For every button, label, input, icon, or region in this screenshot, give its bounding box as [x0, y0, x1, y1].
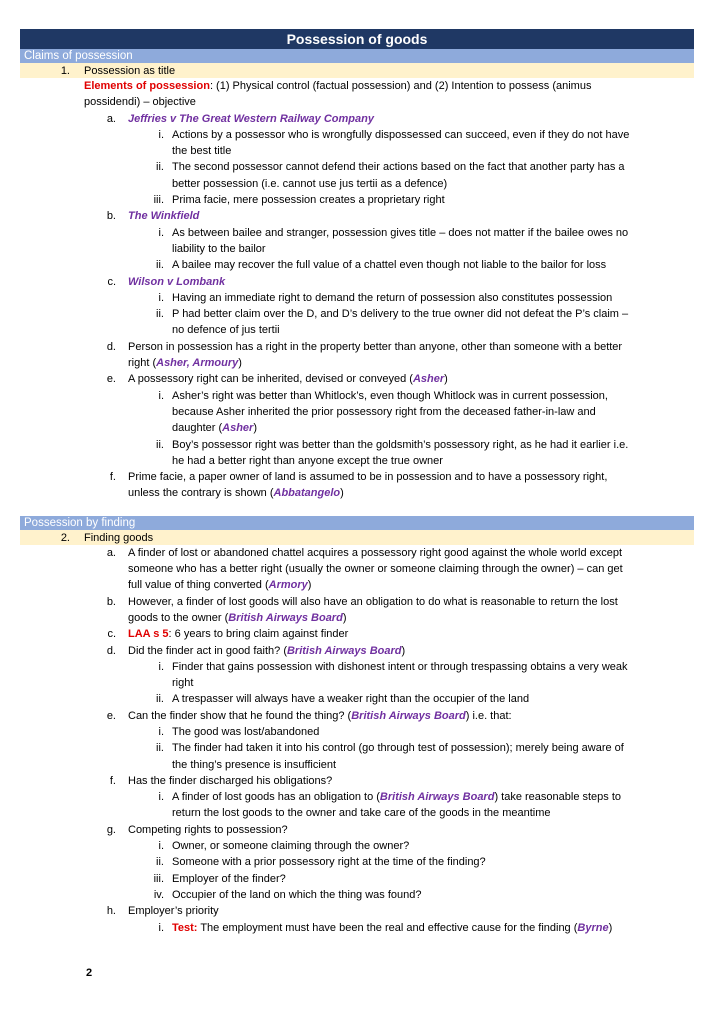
- text-run: better possession (i.e. cannot use jus tertii as a defence): [172, 177, 448, 190]
- text-run: Prima facie, mere possession creates a proprietary right: [172, 194, 445, 207]
- text-run: A bailee may recover the full value of a chattel even though not liable to the bailor for loss: [172, 259, 607, 272]
- case-name: Asher: [222, 422, 254, 435]
- text-run: goods to the owner (: [128, 611, 229, 624]
- list-item-continuation: [20, 94, 694, 110]
- text-run: Competing rights to possession?: [128, 823, 288, 836]
- text-run: someone who has a better right (usually the owner or someone claiming through the owner) – can get: [128, 563, 623, 576]
- text-run: However, a finder of lost goods will also have an obligation to do what is reasonable to return the lost: [128, 595, 618, 608]
- document-page: [20, 29, 694, 936]
- text-run: ): [608, 921, 613, 934]
- list-item: [20, 691, 694, 707]
- text-run: The finder had taken it into his control (go through test of possession); merely being aware of: [172, 742, 624, 755]
- list-item: [20, 740, 694, 756]
- list-number: g.: [106, 823, 116, 836]
- list-item-continuation: [20, 420, 694, 436]
- list-item: [20, 594, 694, 610]
- list-number: iv.: [153, 888, 164, 901]
- list-item-continuation: [20, 404, 694, 420]
- case-name: Asher: [412, 373, 445, 386]
- list-item-continuation: [20, 355, 694, 371]
- text-run: Boy’s possessor right was better than the goldsmith’s possessory right, as he had it earlier i.e.: [172, 438, 629, 451]
- list-item-continuation: [20, 485, 694, 501]
- list-item: [20, 225, 694, 241]
- text-run: Occupier of the land on which the thing was found?: [172, 888, 422, 901]
- case-name: Jeffries v The Great Western Railway Company: [128, 112, 374, 125]
- list-item: [20, 306, 694, 322]
- list-item: [20, 903, 694, 919]
- text-run: liability to the bailor: [172, 242, 266, 255]
- list-item: [20, 920, 694, 936]
- list-number: i.: [158, 660, 164, 673]
- list-number: i.: [158, 840, 164, 853]
- list-item: [20, 371, 694, 387]
- list-number: b.: [106, 595, 116, 608]
- outline-heading-text: Finding goods: [84, 531, 154, 544]
- document-content: [20, 49, 694, 936]
- list-item: [20, 724, 694, 740]
- list-item-continuation: [20, 143, 694, 159]
- text-run: unless the contrary is shown (: [128, 487, 274, 500]
- list-number: i.: [158, 226, 164, 239]
- list-number: i.: [158, 389, 164, 402]
- list-number: iii.: [153, 194, 164, 207]
- text-run: possidendi) – objective: [84, 96, 196, 109]
- outline-heading-text: Possession as title: [84, 65, 176, 77]
- list-number: c.: [107, 628, 116, 641]
- list-item: [20, 290, 694, 306]
- list-number: f.: [109, 774, 116, 787]
- text-run: Actions by a possessor who is wrongfully dispossessed can succeed, even if they do not have: [172, 128, 630, 141]
- text-run: Owner, or someone claiming through the owner?: [172, 840, 410, 853]
- text-run: Person in possession has a right in the property better than anyone, other than someone with a better: [128, 340, 623, 353]
- list-number: iii.: [153, 872, 164, 885]
- text-run: Someone with a prior possessory right at the time of the finding?: [172, 856, 486, 869]
- section-spacer: [20, 502, 694, 516]
- text-run: A finder of lost or abandoned chattel acquires a possessory right good against the whole world except: [128, 546, 623, 559]
- text-run: return the lost goods to the owner and take care of the goods in the meantime: [172, 807, 551, 820]
- key-term: Test:: [172, 921, 198, 934]
- list-number: c.: [107, 275, 116, 288]
- text-run: P had better claim over the D, and D’s delivery to the true owner did not defeat the P’s claim –: [172, 308, 629, 321]
- text-run: Having an immediate right to demand the return of possession also constitutes possession: [172, 291, 613, 304]
- list-item: [20, 659, 694, 675]
- text-run: ): [340, 487, 344, 500]
- text-run: he had a better right than anyone except the true owner: [172, 454, 443, 467]
- list-item: [20, 822, 694, 838]
- text-run: the best title: [172, 145, 232, 158]
- list-item: [20, 257, 694, 273]
- list-item: [20, 127, 694, 143]
- list-item: [20, 111, 694, 127]
- list-item-continuation: [20, 577, 694, 593]
- list-item: [20, 773, 694, 789]
- text-run: full value of thing converted (: [128, 579, 269, 592]
- case-name: British Airways Board: [379, 791, 495, 804]
- text-run: ): [401, 644, 406, 657]
- text-run: Did the finder act in good faith? (: [128, 644, 287, 657]
- text-run: ): [253, 422, 258, 435]
- case-name: British Airways Board: [351, 709, 466, 722]
- list-item: [20, 159, 694, 175]
- list-number: d.: [106, 644, 116, 657]
- case-name: The Winkfield: [128, 210, 200, 223]
- text-run: daughter (: [172, 422, 223, 435]
- text-run: Finder that gains possession with dishonest intent or through trespassing obtains a very weak: [172, 660, 628, 673]
- key-term: LAA s 5: [128, 628, 169, 641]
- case-name: Byrne: [577, 921, 609, 934]
- list-number: 2.: [60, 531, 70, 544]
- list-item: [20, 871, 694, 887]
- list-number: 1.: [60, 65, 70, 77]
- list-item: [20, 388, 694, 404]
- text-run: Has the finder discharged his obligations?: [128, 774, 333, 787]
- text-run: A possessory right can be inherited, devised or conveyed (: [128, 373, 413, 386]
- list-item: [20, 208, 694, 224]
- text-run: ): [444, 373, 448, 386]
- page-number: 2: [86, 967, 93, 979]
- text-run: A finder of lost goods has an obligation to (: [172, 791, 380, 804]
- text-run: right (: [128, 357, 157, 370]
- list-item: [20, 854, 694, 870]
- list-number: ii.: [156, 308, 164, 321]
- text-run: Prime facie, a paper owner of land is assumed to be in possession and to have a possessory right,: [128, 471, 608, 484]
- text-run: Employer’s priority: [128, 905, 219, 918]
- case-name: Armory: [268, 579, 308, 592]
- list-item: [20, 626, 694, 642]
- case-name: British Airways Board: [286, 644, 402, 657]
- list-item: [20, 469, 694, 485]
- text-run: : 6 years to bring claim against finder: [168, 628, 349, 641]
- list-item-continuation: [20, 241, 694, 257]
- case-name: British Airways Board: [228, 611, 343, 624]
- outline-heading: [20, 63, 694, 78]
- list-number: h.: [106, 905, 116, 918]
- list-number: ii.: [156, 438, 164, 451]
- list-item: [20, 708, 694, 724]
- list-number: a.: [106, 546, 116, 559]
- list-number: ii.: [156, 856, 164, 869]
- section-heading: Claims of possession: [20, 49, 694, 63]
- case-name: Wilson v Lombank: [128, 275, 226, 288]
- list-item-continuation: [20, 610, 694, 626]
- text-run: the thing’s presence is insufficient: [172, 758, 337, 771]
- list-item: [20, 887, 694, 903]
- list-number: ii.: [156, 259, 164, 272]
- list-item: [20, 437, 694, 453]
- list-number: i.: [158, 921, 164, 934]
- list-item-continuation: [20, 805, 694, 821]
- list-number: f.: [109, 471, 116, 484]
- text-run: no defence of jus tertii: [172, 324, 280, 337]
- list-number: ii.: [156, 161, 164, 174]
- list-item: [20, 838, 694, 854]
- outline-heading: [20, 530, 694, 545]
- text-run: ): [307, 579, 312, 592]
- list-number: e.: [106, 709, 116, 722]
- list-number: d.: [106, 340, 116, 353]
- list-item: [20, 545, 694, 561]
- text-run: ): [238, 357, 242, 370]
- text-run: The good was lost/abandoned: [172, 725, 320, 738]
- list-item: [20, 192, 694, 208]
- list-item: [20, 643, 694, 659]
- list-item-continuation: [20, 78, 694, 94]
- list-item: [20, 339, 694, 355]
- key-term: Elements of possession: [84, 80, 210, 92]
- list-item-continuation: [20, 757, 694, 773]
- text-run: The second possessor cannot defend their actions based on the fact that another party has a: [172, 161, 625, 174]
- list-item: [20, 274, 694, 290]
- list-number: b.: [106, 210, 116, 223]
- list-item-continuation: [20, 561, 694, 577]
- list-number: ii.: [156, 742, 164, 755]
- list-item: [20, 789, 694, 805]
- text-run: The employment must have been the real and effective cause for the finding (: [197, 921, 578, 934]
- case-name: Abbatangelo: [273, 487, 341, 500]
- text-run: Can the finder show that he found the thing? (: [128, 709, 352, 722]
- text-run: A trespasser will always have a weaker right than the occupier of the land: [172, 693, 530, 706]
- text-run: As between bailee and stranger, possession gives title – does not matter if the bailee owes no: [172, 226, 629, 239]
- list-item-continuation: [20, 675, 694, 691]
- list-item-continuation: [20, 453, 694, 469]
- document-title: Possession of goods: [20, 29, 694, 49]
- list-number: i.: [158, 791, 164, 804]
- list-item-continuation: [20, 322, 694, 338]
- text-run: right: [172, 677, 194, 690]
- list-number: i.: [158, 291, 164, 304]
- list-number: e.: [106, 373, 116, 386]
- list-item-continuation: [20, 176, 694, 192]
- case-name: Asher, Armoury: [156, 357, 239, 370]
- text-run: ): [342, 611, 347, 624]
- text-run: because Asher inherited the prior possessory right from the deceased father-in-law and: [172, 405, 596, 418]
- section-heading: Possession by finding: [20, 516, 694, 530]
- text-run: ) take reasonable steps to: [494, 791, 622, 804]
- list-number: i.: [158, 128, 164, 141]
- list-number: i.: [158, 725, 164, 738]
- text-run: Employer of the finder?: [172, 872, 286, 885]
- list-number: a.: [106, 112, 116, 125]
- text-run: Asher’s right was better than Whitlock’s, even though Whitlock was in current possession,: [172, 389, 608, 402]
- text-run: ) i.e. that:: [465, 709, 512, 722]
- text-run: : (1) Physical control (factual possession) and (2) Intention to possess (animus: [209, 80, 592, 92]
- list-number: ii.: [156, 693, 164, 706]
